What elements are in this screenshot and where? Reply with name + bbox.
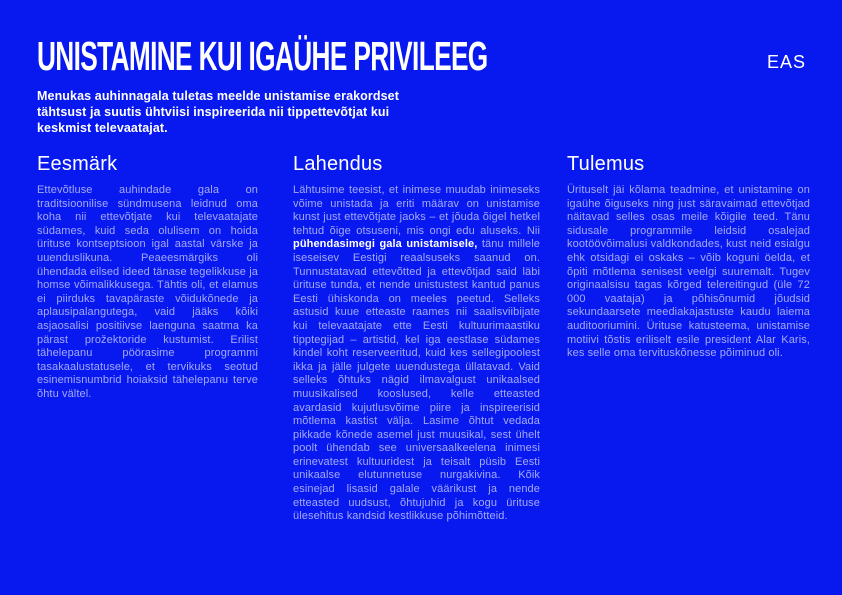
content-columns: [37, 153, 842, 524]
column-lahendus: [293, 153, 540, 524]
column-eesmark: [37, 153, 258, 402]
column-heading-lahendus: Lahendus: [293, 153, 383, 175]
eas-logo: EAS: [766, 52, 806, 72]
page-title: UNISTAMINE KUI IGAÜHE PRIVILEEG: [37, 33, 488, 79]
column-heading-eesmark: Eesmärk: [37, 153, 118, 175]
column-body-lahendus: [293, 184, 540, 524]
column-tulemus: [567, 153, 810, 361]
lahendus-emphasis-text: pühendasimegi gala unistamisele,: [293, 238, 478, 251]
column-heading-tulemus: Tulemus: [567, 153, 645, 175]
page-header: [0, 0, 842, 77]
column-body-eesmark: Ettevõtluse auhindade gala on traditsioonilise sündmusena leidnud oma koha nii ettevõtjate kui televaatajate südames, kuid seda olulisem on hoida ürituse kontseptsioon igal aastal värske ja uuenduslikuna. Peaeesmärgiks oli ühendada eilsed ideed tänase tegelikkuse ja homse võimalikkusega. Tähtis oli, et elamus ei piirduks tavapäraste võidukõnede ja aplausipalangutega, vaid jääks kõiki asjaosalisi positiivse laenguna saatma ka pärast prožektoride kustumist. Erilist tähelepanu pöörasime programmi tasakaalustatusele, et tervikuks seotud esinemisnumbrid hoiaksid tähelepanu terve õhtu vältel.: [37, 184, 258, 400]
column-body-tulemus: Ürituselt jäi kõlama teadmine, et unistamine on igaühe õiguseks ning just säravaimad ettevõtjad näitavad selles osas meile kõigile teed. Tänu sidusale programmile leidsid osalejad kootöövõimalusi valdkondades, kust neid esialgu ehk otsidagi ei oskaks – võib koguni öelda, et õpiti mõtlema senisest veelgi suuremalt. Tugev originaalsisu tagas kõrged telereitingud (üle 72 000 vaataja) ja põhisõnumid jõudsid sekundaarsete meediakajastuste kaudu laiema auditooriumini. Ürituse katusteema, unistamise motiivi tõstis eriliselt esile president Alar Karis, kes selle oma tervituskõnesse põiminud oli.: [567, 184, 810, 360]
lahendus-text-after: tänu millele iseseisev Eestigi reaalsuseks saanud on. Tunnustatavad ettevõtted ja ettevõtjad said läbi ürituse tunda, et nende unistustest kantud panus Eesti ühiskonda on meeles peetud. Selleks astusid kuue etteaste raames nii saalisviibijate kui televaatajate ette Eesti kultuurimaastiku tipptegijad – artistid, kel iga eestlase südames kindel koht reserveeritud, kuid kes sellegipoolest ikka ja jälle julgete uuendustega üllatavad. Vaid selleks õhtuks nägid ilmavalgust unikaalsed muusikalised kooslused, kelle etteasted avardasid kujutlusvõime piire ja inspireerisid mõtlema kastist välja. Lasime õhtut vedada pikkade kõnede asemel just muusikal, sest ühelt poolt ühendab see universaalkeelena inimesi erinevatest kultuuridest ja teisalt püsib Eesti unikaalse elutunnetuse nurgakivina. Kõik esinejad lisasid galale väärikust ja nende etteasted uudsust, õhtujuhid ja kogu ürituse ülesehitus kandsid kestlikkuse põhimõtteid.: [293, 238, 541, 523]
page-subtitle: Menukas auhinnagala tuletas meelde unistamise erakordset tähtsust ja suutis ühtviisi inspireerida nii tippettevõtjat kui keskmist televaatajat.: [37, 89, 399, 135]
lahendus-text-before: Lähtusime teesist, et inimese muudab inimeseks võime unistada ja eriti määrav on unistamise kunst just ettevõtjate jaoks – et jõuda õigel hetkel tehtud õige otsuseni, mis ongi edu aluseks. Nii: [293, 184, 540, 237]
